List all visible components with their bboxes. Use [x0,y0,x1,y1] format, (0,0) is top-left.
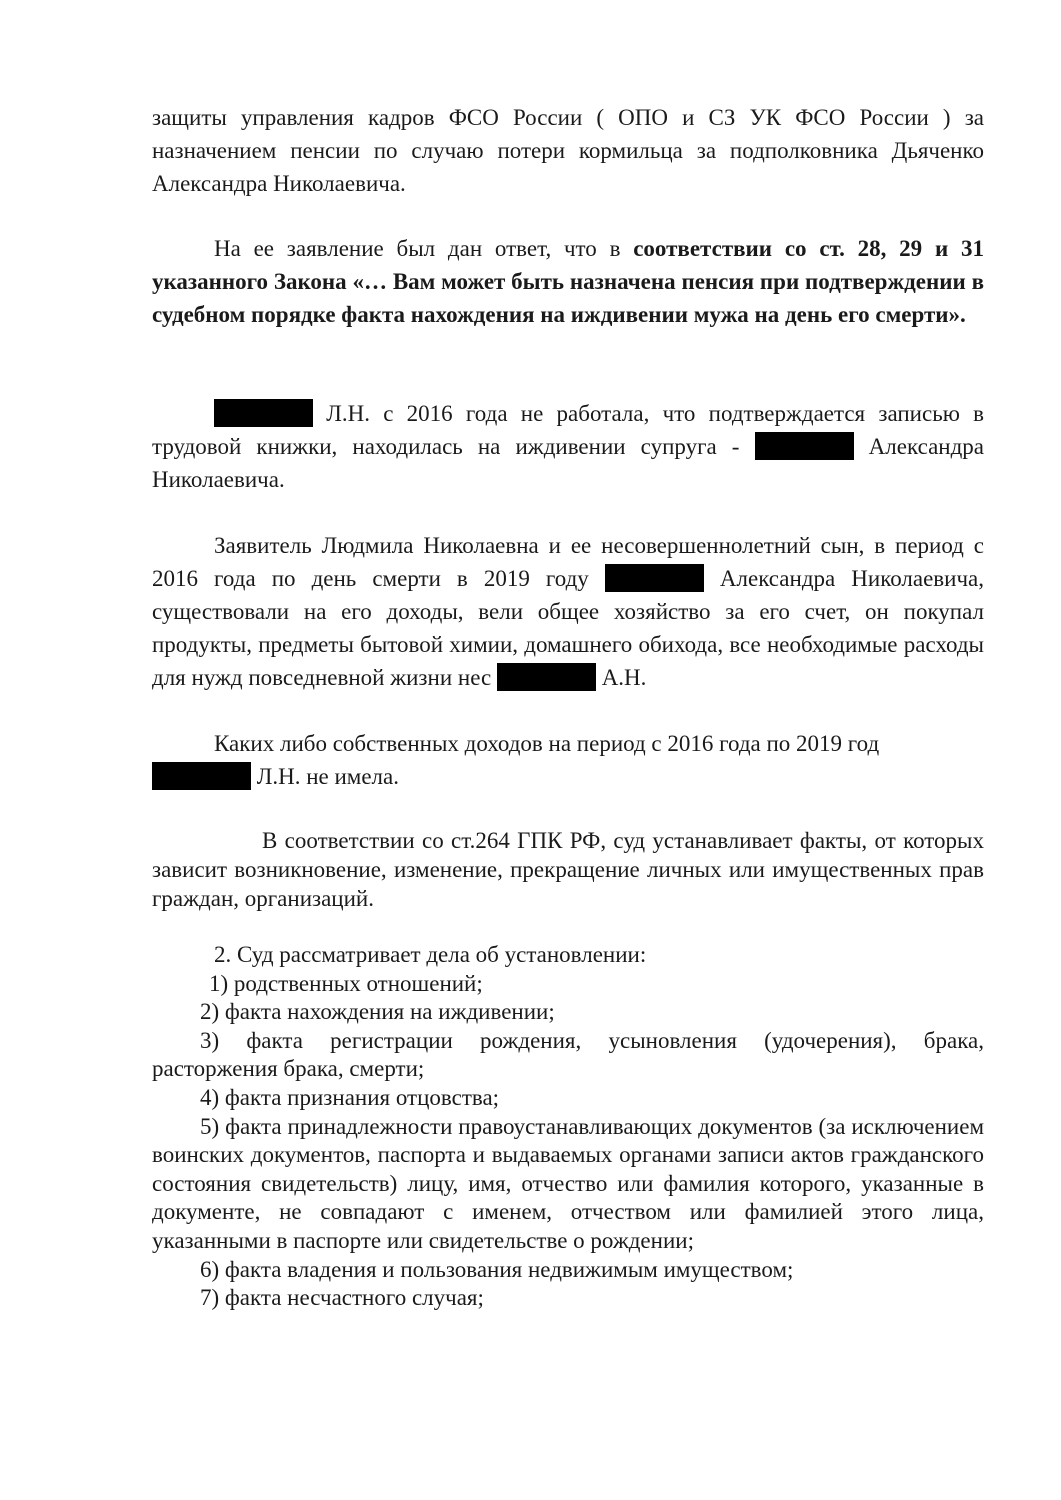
list-item: 4) факта признания отцовства; [200,1084,500,1110]
paragraph-applicant [152,529,984,694]
list-item: 7) факта несчастного случая; [200,1285,484,1311]
paragraph-pension-request [152,101,984,200]
paragraph-text: А.Н. [595,665,647,690]
paragraph-law-article [152,826,984,913]
redaction-bar [214,399,313,427]
paragraph-text: Л.Н. не имела. [251,764,399,789]
redaction-bar [497,663,596,691]
list-item: 1) родственных отношений; [209,970,483,996]
list-item: 6) факта владения и пользования недвижимым имуществом; [200,1256,794,1282]
legal-list [152,941,984,1313]
bold-quote: соответствии со ст. 28, 29 и 31 указанного Закона «… Вам может быть назначена пенсия при подтверждении в судебном порядке факта нахождения на иждивении мужа на день его смерти». [152,236,984,327]
list-item: 2) факта нахождения на иждивении; [200,999,555,1025]
paragraph-text: защиты управления кадров ФСО России ( ОПО и СЗ УК ФСО России ) за назначением пенсии по случаю потери кормильца за подполковника Дьяченко Александра Николаевича. [152,105,984,196]
list-item: 3) факта регистрации рождения, усыновления (удочерения), брака, расторжения брака, смерти; [152,1027,984,1082]
list-intro: 2. Суд рассматривает дела об установлении: [214,942,647,967]
list-item: 5) факта принадлежности правоустанавливающих документов (за исключением воинских документов, паспорта и выдаваемых органами записи актов гражданского состояния свидетельств) лицу, имя, отчество или фамилия которого, указанные в документе, не совпадают с именем, отчеством или фамилией этого лица, указанными в паспорте или свидетельстве о рождении; [152,1113,984,1253]
paragraph-response [152,232,984,331]
paragraph-text: На ее заявление был дан ответ, что в [214,236,634,261]
paragraph-text: В соответствии со ст.264 ГПК РФ, суд устанавливает факты, от которых зависит возникновение, изменение, прекращение личных или имущественных прав граждан, организаций. [152,828,984,911]
paragraph-text: Александра Николаевича, существовали на его доходы, вели общее хозяйство за его счет, он покупал продукты, предметы бытовой химии, домашнего обихода, все необходимые расходы для нужд повседневной жизни нес [152,566,984,690]
paragraph-text: Каких либо собственных доходов на период с 2016 года по 2019 год [214,731,880,756]
paragraph-dependency [152,397,984,496]
paragraph-income [152,727,984,793]
redaction-bar [605,564,704,592]
redaction-bar [152,762,251,790]
paragraph-text: Александра Николаевича. [152,434,984,492]
redaction-bar [755,432,854,460]
paragraph-text: Л.Н. с 2016 года не работала, что подтверждается записью в трудовой книжки, находилась на иждивении супруга - [152,401,984,459]
paragraph-text: Заявитель Людмила Николаевна и ее несовершеннолетний сын, в период с 2016 года по день смерти в 2019 году [152,533,984,591]
